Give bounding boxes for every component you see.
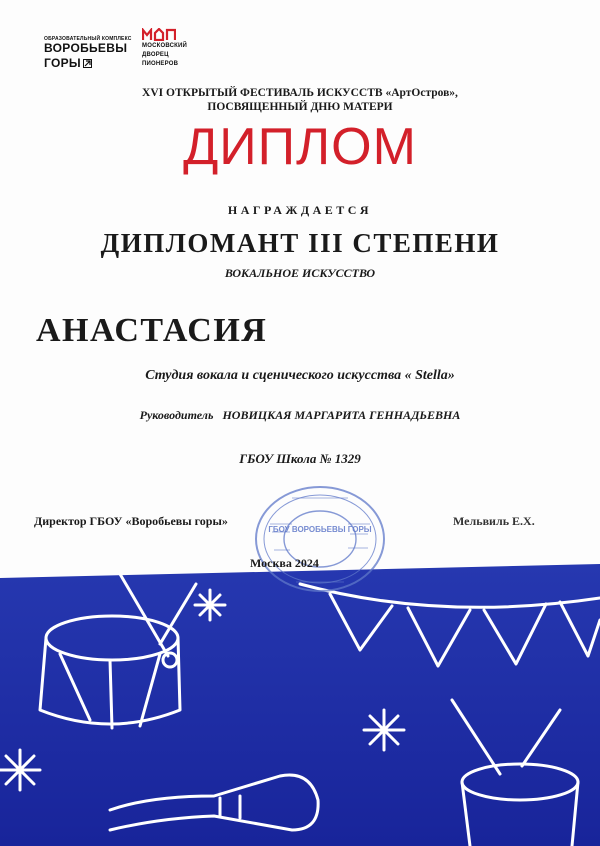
director-name: Мельвиль Е.Х.	[453, 514, 535, 528]
logo-vg-caption: ОБРАЗОВАТЕЛЬНЫЙ КОМПЛЕКС	[44, 36, 132, 42]
category-label: ВОКАЛЬНОЕ ИСКУССТВО	[224, 266, 376, 280]
leader-line	[0, 408, 600, 423]
festival-line2: ПОСВЯЩЕННЫЙ ДНЮ МАТЕРИ	[207, 101, 393, 113]
leader-name: НОВИЦКАЯ МАРГАРИТА ГЕННАДЬЕВНА	[222, 408, 461, 422]
festival-title	[0, 86, 600, 114]
leader-label: Руководитель	[139, 408, 214, 422]
logo-arrow-icon	[83, 59, 92, 68]
festival-line1: XVI ОТКРЫТЫЙ ФЕСТИВАЛЬ ИСКУССТВ «АртОстров»,	[142, 87, 458, 99]
logo-mdp-line3: ПИОНЕРОВ	[142, 61, 179, 67]
mdp-mark-icon	[142, 28, 176, 41]
logo-vg-line2: ГОРЫ	[44, 56, 81, 70]
stamp-center-text: ГБОУ ВОРОБЬЕВЫ ГОРЫ	[268, 525, 372, 534]
official-stamp	[252, 484, 388, 594]
vorobyovy-gory-logo	[44, 36, 132, 72]
logo-vg-line1: ВОРОБЬЕВЫ	[44, 41, 128, 55]
awarded-label: НАГРАЖДАЕТСЯ	[227, 203, 373, 217]
music-instruments-artwork	[0, 560, 600, 846]
director-label: Директор ГБОУ «Воробьевы горы»	[34, 514, 228, 528]
recipient-name: АНАСТАСИЯ	[36, 312, 268, 349]
sparkle-icon	[0, 750, 40, 790]
diploma-heading: ДИПЛОМ	[183, 118, 417, 176]
logo-mdp-line1: МОСКОВСКИЙ	[142, 43, 188, 49]
school-name: ГБОУ Школа № 1329	[239, 451, 361, 466]
moscow-palace-pioneers-logo	[142, 28, 187, 68]
city-year: Москва 2024	[250, 556, 319, 570]
logo-mdp-line2: ДВОРЕЦ	[142, 52, 169, 58]
sparkle-icon	[195, 590, 225, 620]
degree-title: ДИПЛОМАНТ III СТЕПЕНИ	[100, 228, 500, 258]
sparkle-icon	[364, 710, 404, 750]
studio-name: Студия вокала и сценического искусства « Stella»	[145, 368, 455, 383]
